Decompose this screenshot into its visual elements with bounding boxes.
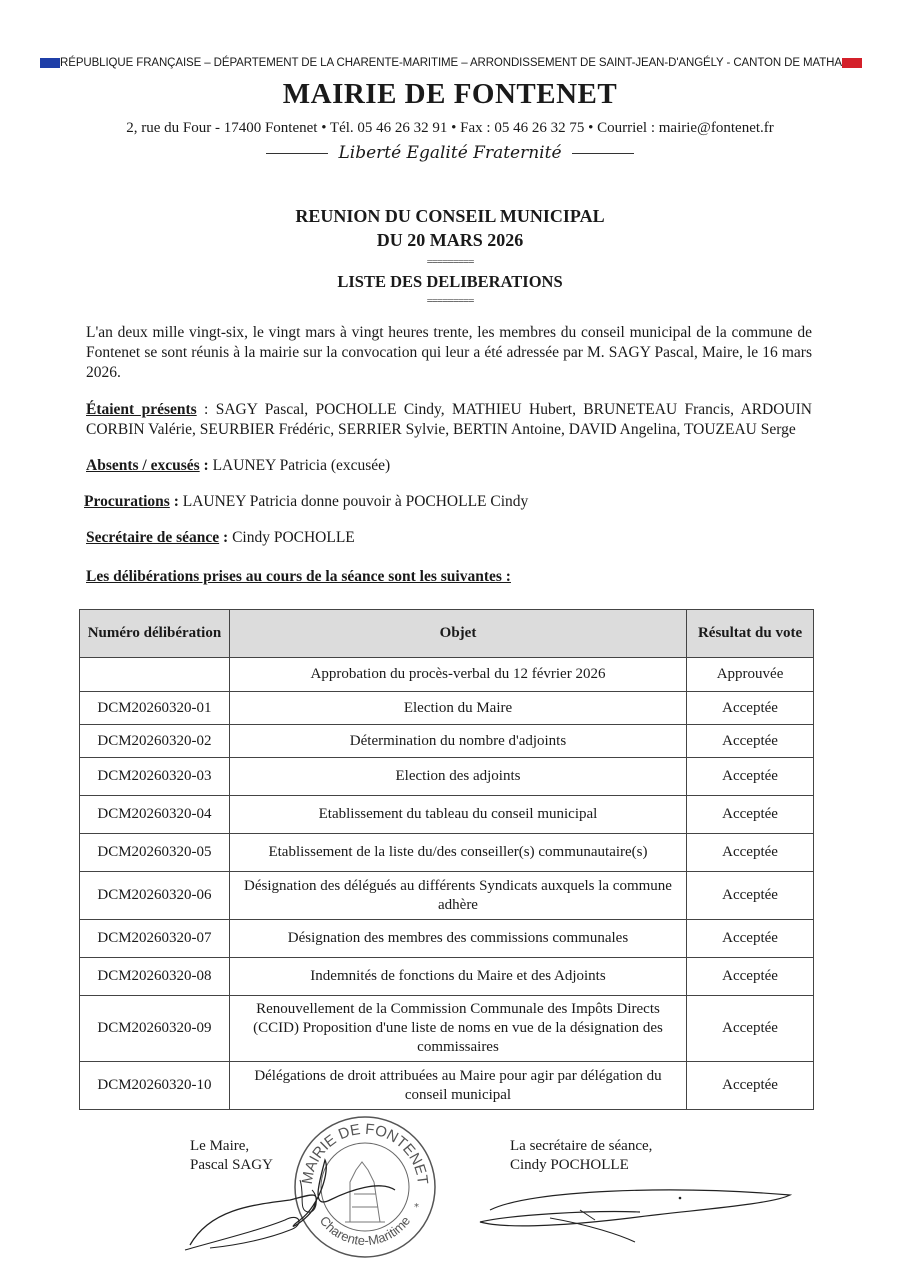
table-row <box>80 958 814 996</box>
cell-resultat: Acceptée <box>687 758 814 796</box>
cell-resultat: Acceptée <box>687 1062 814 1110</box>
list-intro-text: Les délibérations prises au cours de la séance sont les suivantes : <box>86 568 511 585</box>
cell-objet: Election du Maire <box>229 692 686 725</box>
cell-numero: DCM20260320-07 <box>80 920 230 958</box>
cell-numero: DCM20260320-02 <box>80 725 230 758</box>
cell-objet: Etablissement du tableau du conseil municipal <box>229 796 686 834</box>
page-title: MAIRIE DE FONTENET <box>282 78 618 110</box>
absent-value: LAUNEY Patricia (excusée) <box>212 457 391 474</box>
table-row <box>80 920 814 958</box>
cell-numero <box>80 658 230 692</box>
cell-objet: Renouvellement de la Commission Communale des Impôts Directs (CCID) Proposition d'une liste de noms en vue de la désignation des commissaires <box>229 996 686 1062</box>
present-block <box>86 400 812 440</box>
banner-text: RÉPUBLIQUE FRANÇAISE – DÉPARTEMENT DE LA CHARENTE-MARITIME – ARRONDISSEMENT DE SAINT-JEAN-D'ANGÉLY - CANTON DE MATHA <box>60 57 842 69</box>
cell-objet: Détermination du nombre d'adjoints <box>229 725 686 758</box>
flag-red-bar <box>842 58 862 68</box>
rule-2: ========= <box>426 295 474 307</box>
cell-resultat: Acceptée <box>687 958 814 996</box>
cell-resultat: Acceptée <box>687 834 814 872</box>
proxy-value: LAUNEY Patricia donne pouvoir à POCHOLLE Cindy <box>182 493 529 510</box>
table-row <box>80 692 814 725</box>
address-line: 2, rue du Four - 17400 Fontenet • Tél. 05 46 26 32 91 • Fax : 05 46 26 32 75 • Courriel : mairie@fontenet.fr <box>126 120 774 136</box>
mayor-role: Le Maire, <box>190 1138 250 1154</box>
table-row <box>80 996 814 1062</box>
secretary-label: Secrétaire de séance <box>86 529 220 546</box>
cell-resultat: Acceptée <box>687 796 814 834</box>
deliberations-table <box>79 609 814 1110</box>
cell-resultat: Approuvée <box>687 658 814 692</box>
motto-rule-right <box>572 153 634 154</box>
mayor-name: Pascal SAGY <box>190 1157 273 1173</box>
cell-resultat: Acceptée <box>687 996 814 1062</box>
seal-top-text: MAIRIE DE FONTENET <box>298 1120 432 1186</box>
mayor-handwritten-signature <box>180 1150 410 1260</box>
absent-block: Absents / excusés : LAUNEY Patricia (excusée) <box>86 457 391 474</box>
header-banner <box>40 56 862 70</box>
rule-1: ========= <box>426 256 474 268</box>
cell-numero: DCM20260320-08 <box>80 958 230 996</box>
header-numero: Numéro délibération <box>80 610 230 658</box>
cell-resultat: Acceptée <box>687 692 814 725</box>
list-intro <box>86 567 812 587</box>
present-label: Étaient présents <box>86 401 197 418</box>
proxy-block: Procurations : LAUNEY Patricia donne pouvoir à POCHOLLE Cindy <box>84 493 529 510</box>
absent-label: Absents / excusés <box>86 457 200 474</box>
table-row <box>80 872 814 920</box>
cell-resultat: Acceptée <box>687 725 814 758</box>
cell-objet: Etablissement de la liste du/des conseiller(s) communautaire(s) <box>229 834 686 872</box>
table-row <box>80 658 814 692</box>
intro-paragraph: L'an deux mille vingt-six, le vingt mars à vingt heures trente, les membres du conseil municipal de la commune de Fontenet se sont réunis à la mairie sur la convocation qui leur a été adressée par M. SAGY Pascal, Maire, le 16 mars 2026. <box>86 324 812 381</box>
cell-objet: Election des adjoints <box>229 758 686 796</box>
table-header-row <box>80 610 814 658</box>
cell-numero: DCM20260320-10 <box>80 1062 230 1110</box>
table-row <box>80 758 814 796</box>
table-row <box>80 796 814 834</box>
header-objet: Objet <box>229 610 686 658</box>
header-resultat: Résultat du vote <box>687 610 814 658</box>
secretary-handwritten-signature <box>470 1180 810 1250</box>
secretary-block: Secrétaire de séance : Cindy POCHOLLE <box>86 529 355 546</box>
cell-numero: DCM20260320-09 <box>80 996 230 1062</box>
meeting-title-1: REUNION DU CONSEIL MUNICIPAL <box>295 206 605 226</box>
proxy-label: Procurations <box>84 493 170 510</box>
svg-text:*: * <box>414 1202 419 1213</box>
secretary-role: La secrétaire de séance, <box>510 1138 653 1154</box>
flag-blue-bar <box>40 58 60 68</box>
secretary-signature-block <box>510 1137 652 1175</box>
cell-objet: Désignation des délégués au différents Syndicats auxquels la commune adhère <box>229 872 686 920</box>
table-row <box>80 1062 814 1110</box>
cell-objet: Désignation des membres des commissions communales <box>229 920 686 958</box>
seal-bottom-text: Charente-Maritime <box>316 1213 414 1249</box>
table-row <box>80 725 814 758</box>
cell-numero: DCM20260320-05 <box>80 834 230 872</box>
cell-numero: DCM20260320-03 <box>80 758 230 796</box>
cell-resultat: Acceptée <box>687 872 814 920</box>
meeting-title-2: DU 20 MARS 2026 <box>376 230 524 250</box>
cell-numero: DCM20260320-04 <box>80 796 230 834</box>
secretary-name: Cindy POCHOLLE <box>510 1157 629 1173</box>
list-title: LISTE DES DELIBERATIONS <box>337 272 563 291</box>
cell-numero: DCM20260320-01 <box>80 692 230 725</box>
cell-objet: Indemnités de fonctions du Maire et des Adjoints <box>229 958 686 996</box>
cell-objet: Délégations de droit attribuées au Maire pour agir par délégation du conseil municipal <box>229 1062 686 1110</box>
present-value: : SAGY Pascal, POCHOLLE Cindy, MATHIEU Hubert, BRUNETEAU Francis, ARDOUIN CORBIN Valérie, SEURBIER Frédéric, SERRIER Sylvie, BERTIN Antoine, DAVID Angelina, TOUZEAU Serge <box>86 401 812 438</box>
motto: Liberté Egalité Fraternité <box>338 143 562 163</box>
motto-rule-left <box>266 153 328 154</box>
cell-resultat: Acceptée <box>687 920 814 958</box>
cell-numero: DCM20260320-06 <box>80 872 230 920</box>
table-row <box>80 834 814 872</box>
cell-objet: Approbation du procès-verbal du 12 février 2026 <box>229 658 686 692</box>
secretary-value: Cindy POCHOLLE <box>232 529 355 546</box>
motto-row <box>0 143 900 163</box>
